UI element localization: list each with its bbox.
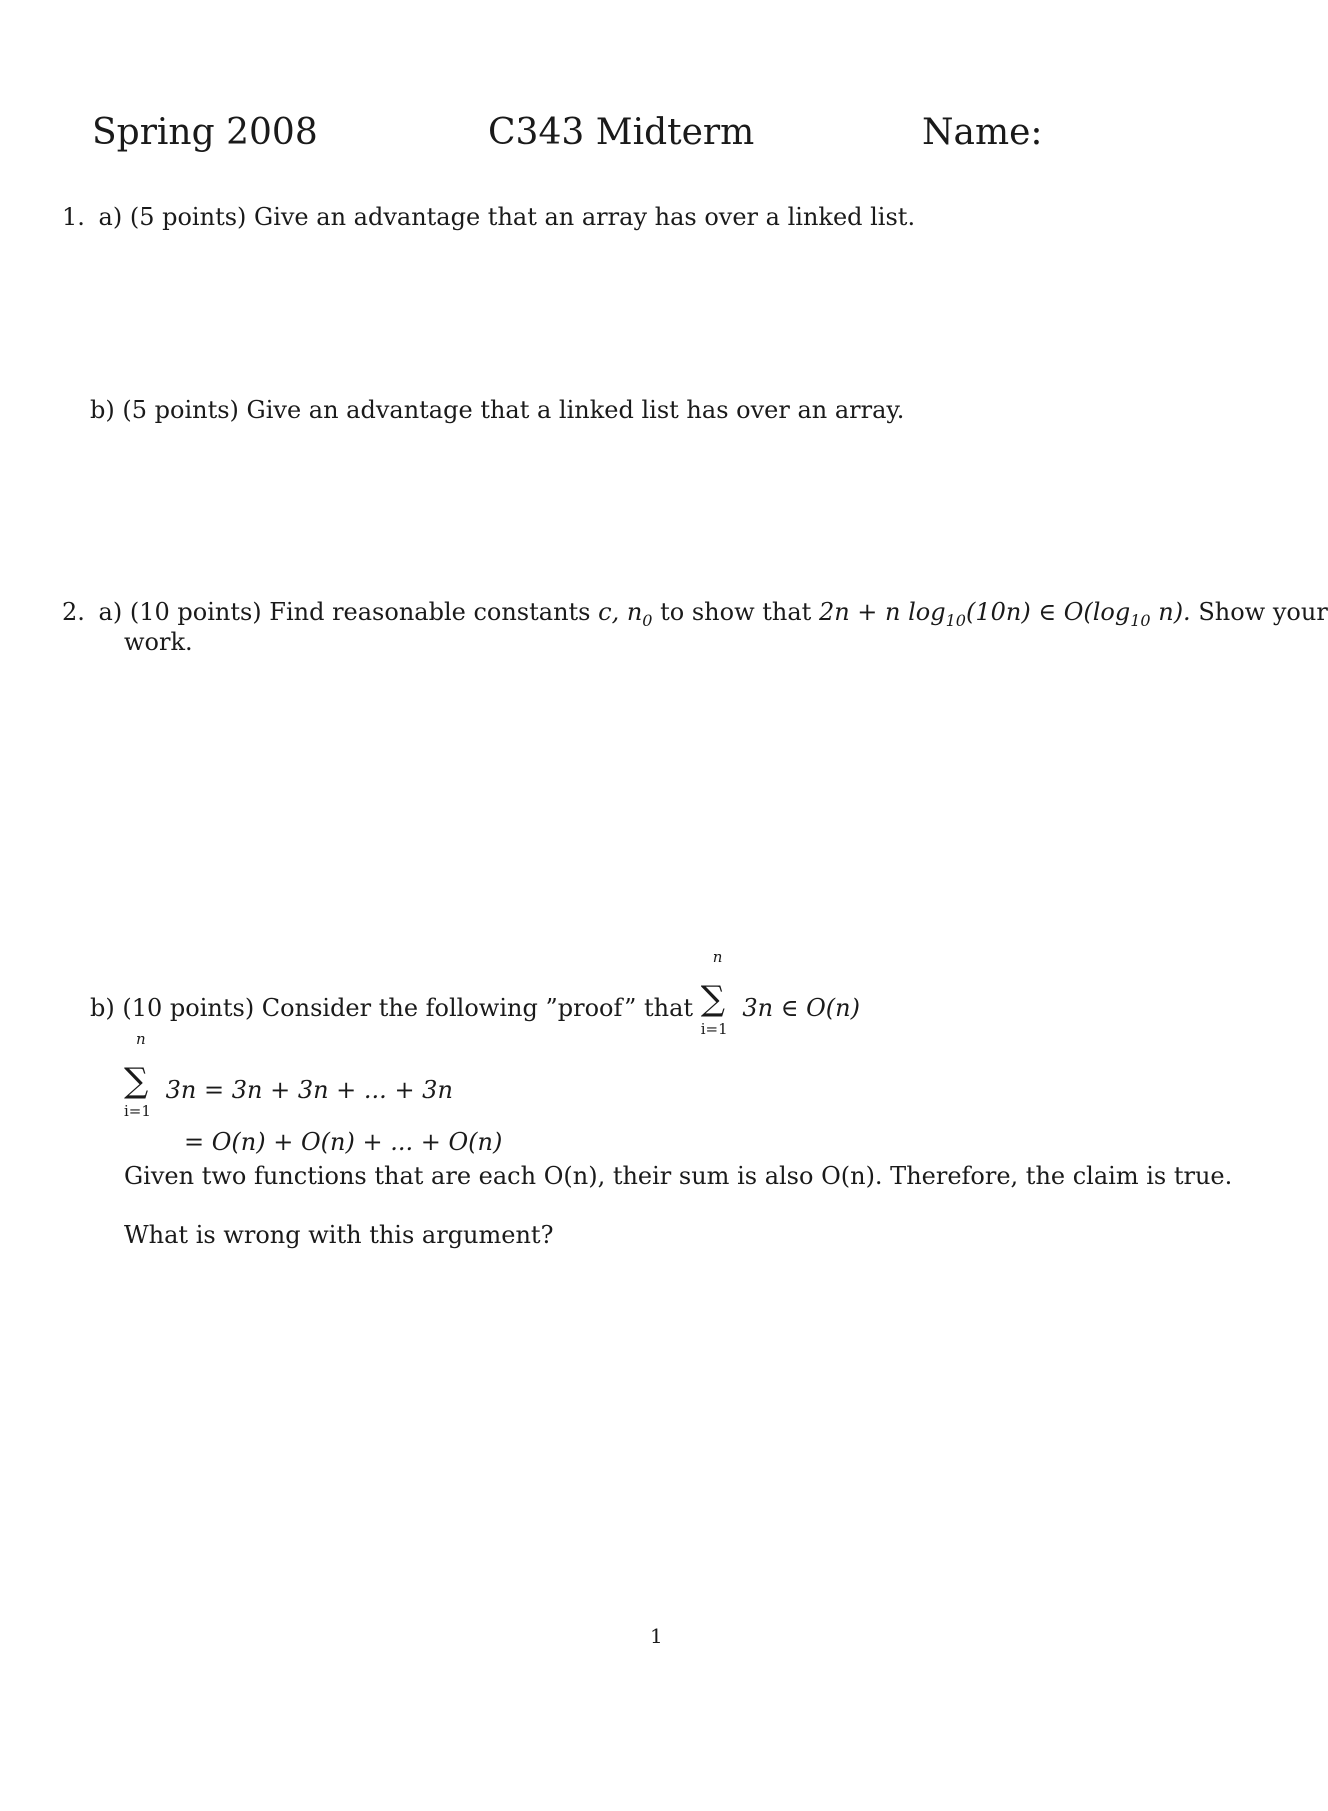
claim-expression: 3n ∈ O(n) bbox=[742, 994, 860, 1022]
complexity-expression: 2n + n $\log_{10}(10n)$ ∈ $O(\log_{10}$ n). bbox=[818, 598, 1191, 630]
constants-expression: c, $n_0$ bbox=[598, 598, 653, 630]
part-label: b) bbox=[90, 994, 115, 1022]
part-label: b) bbox=[90, 396, 115, 424]
question-1b bbox=[90, 396, 904, 424]
question-2b-prompt: What is wrong with this argument? bbox=[124, 1221, 554, 1249]
question-text: (10 points) Find reasonable constants bbox=[129, 598, 591, 626]
name-label: Name: bbox=[922, 112, 1043, 153]
question-number: 1. bbox=[62, 203, 85, 231]
proof-line-3: Given two functions that are each O(n), their sum is also O(n). Therefore, the claim is true. bbox=[124, 1162, 1233, 1190]
part-label: a) bbox=[98, 203, 123, 231]
part-label: a) bbox=[98, 598, 123, 626]
question-text: (5 points) Give an advantage that a linked list has over an array. bbox=[122, 396, 905, 424]
exam-title: C343 Midterm bbox=[488, 112, 755, 153]
summation-symbol: ∑ n i=1 bbox=[124, 1030, 151, 1120]
proof-line-1: ∑ n i=1 3n = 3n + 3n + ... + 3n bbox=[124, 1030, 453, 1120]
question-text: (10 points) Consider the following ”proof” that bbox=[122, 994, 694, 1022]
summation-symbol: ∑ n i=1 bbox=[700, 948, 728, 1038]
page-number: 1 bbox=[650, 1624, 663, 1648]
exam-term: Spring 2008 bbox=[92, 112, 318, 153]
question-2a-continued: work. bbox=[124, 628, 193, 656]
question-1a bbox=[62, 203, 915, 231]
question-text: (5 points) Give an advantage that an array has over a linked list. bbox=[129, 203, 916, 231]
proof-line-2: = O(n) + O(n) + ... + O(n) bbox=[184, 1128, 503, 1156]
question-2a: 2. a) (10 points) Find reasonable constants c, $n_0$ to show that 2n + n $\log_{10}(10n)$ ∈ $O(\log_{10}$ n). Show your bbox=[62, 598, 1328, 630]
question-2b bbox=[90, 948, 860, 1038]
question-number: 2. bbox=[62, 598, 85, 626]
